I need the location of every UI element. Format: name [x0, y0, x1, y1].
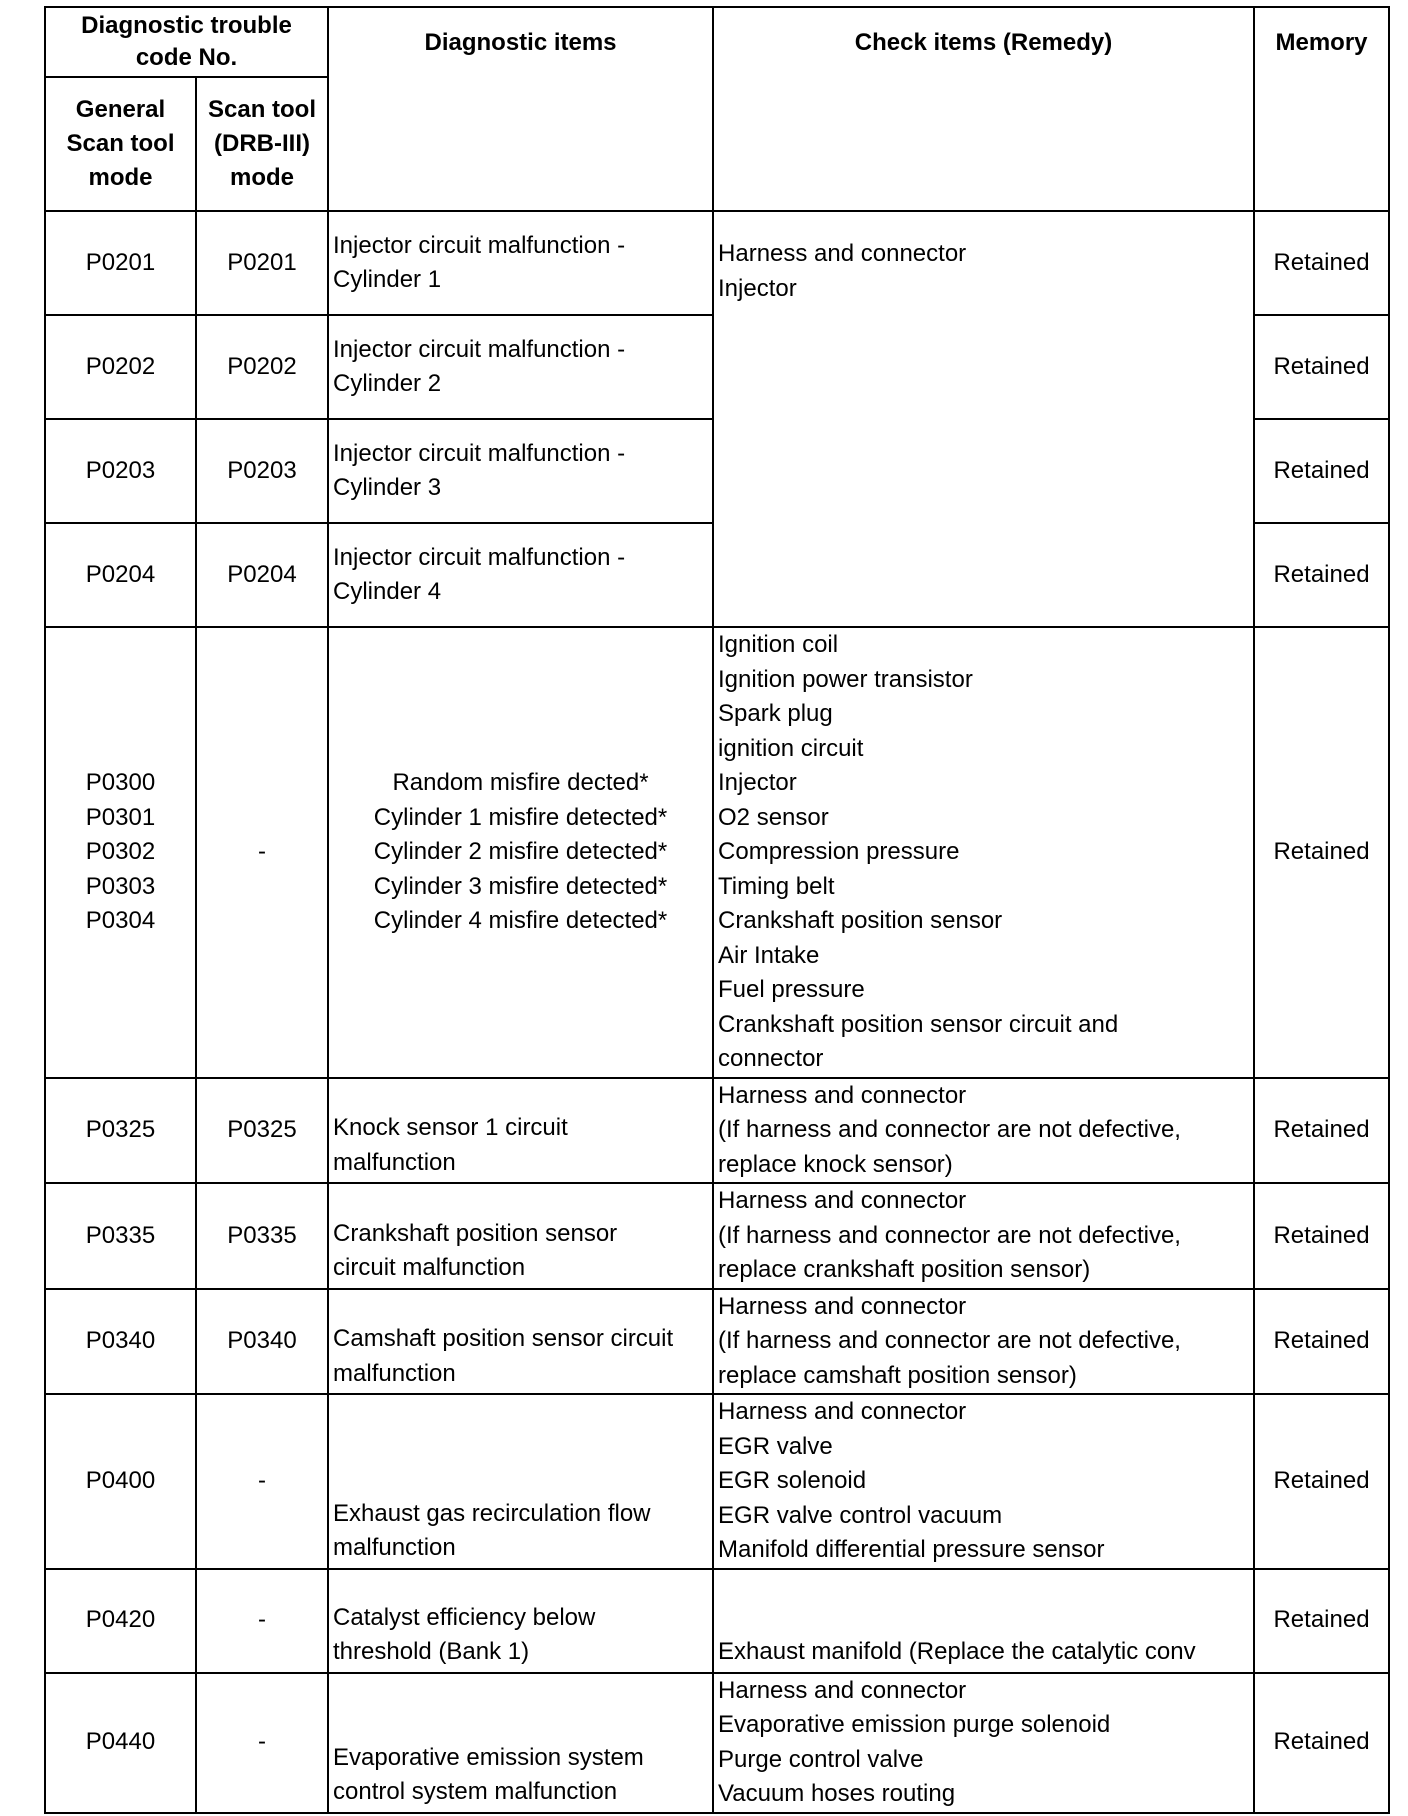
check-item: (If harness and connector are not defective,: [718, 1221, 1181, 1249]
check-item: Timing belt: [718, 872, 835, 900]
header-scan-tool-drb3-mode: Scan tool (DRB-III) mode: [196, 77, 328, 211]
scan-tool-code: -: [196, 1569, 328, 1673]
general-code: P0325: [85, 1116, 156, 1143]
check-item: Harness and connector: [718, 240, 967, 267]
check-item: ignition circuit: [718, 734, 864, 762]
memory-status: Retained: [1254, 315, 1389, 419]
diagnostic-item: Catalyst efficiency below: [333, 1603, 596, 1631]
memory-status: Retained: [1254, 523, 1389, 627]
check-item: Harness and connector: [718, 1676, 967, 1704]
diagnostic-item-cell: [328, 627, 713, 1078]
diagnostic-item-cell: [328, 211, 713, 315]
general-code-cell: [45, 1289, 196, 1395]
general-code: P0440: [85, 1728, 156, 1756]
general-code: P0304: [85, 907, 156, 934]
general-code-cell: [45, 1569, 196, 1673]
scan-tool-code: -: [196, 1394, 328, 1569]
diagnostic-item-cell: [328, 523, 713, 627]
general-code-cell: [45, 1078, 196, 1184]
scan-tool-code: -: [196, 627, 328, 1078]
diagnostic-item-cell: [328, 1183, 713, 1289]
diagnostic-item: malfunction: [333, 1534, 456, 1561]
memory-status: Retained: [1254, 627, 1389, 1078]
diagnostic-item-cell: [328, 1569, 713, 1673]
diagnostic-item-cell: [328, 315, 713, 419]
check-item: Air Intake: [718, 941, 820, 969]
table-row: [45, 1394, 1389, 1569]
diagnostic-item: Cylinder 2: [333, 370, 442, 397]
scan-tool-code: -: [196, 1673, 328, 1813]
general-code-cell: [45, 523, 196, 627]
check-item: Evaporative emission purge solenoid: [718, 1711, 1111, 1738]
diagnostic-item: Evaporative emission system: [333, 1743, 644, 1771]
general-code-cell: [45, 1673, 196, 1813]
table-row: [45, 1078, 1389, 1184]
diagnostic-item: Cylinder 3 misfire detected*: [373, 872, 668, 900]
memory-status: Retained: [1254, 1183, 1389, 1289]
diagnostic-item: Camshaft position sensor circuit: [333, 1325, 674, 1352]
diagnostic-item: malfunction: [333, 1359, 456, 1387]
diagnostic-item: Cylinder 4 misfire detected*: [373, 907, 668, 934]
diagnostic-item: Random misfire dected*: [392, 769, 649, 796]
scan-tool-code: P0204: [196, 523, 328, 627]
check-item: Fuel pressure: [718, 976, 865, 1003]
check-item: Spark plug: [718, 700, 833, 727]
check-items-cell: [713, 1394, 1254, 1569]
memory-status: Retained: [1254, 211, 1389, 315]
check-item: Compression pressure: [718, 838, 960, 865]
check-item: Injector: [718, 274, 797, 302]
header-check-items: Check items (Remedy): [713, 7, 1254, 211]
general-code: P0300: [85, 769, 156, 796]
check-item: Crankshaft position sensor circuit and: [718, 1010, 1119, 1038]
diagnostic-item: Cylinder 4: [333, 578, 442, 605]
check-item: Ignition power transistor: [718, 665, 973, 693]
header-dtc-no: Diagnostic trouble code No.: [45, 7, 328, 77]
general-code: P0202: [85, 352, 156, 380]
check-item: Harness and connector: [718, 1187, 967, 1214]
table-row: [45, 1673, 1389, 1813]
check-items-cell: [713, 1569, 1254, 1673]
general-code: P0335: [85, 1221, 156, 1249]
check-item: Manifold differential pressure sensor: [718, 1536, 1105, 1563]
diagnostic-item: Exhaust gas recirculation flow: [333, 1499, 651, 1527]
check-item: replace crankshaft position sensor): [718, 1256, 1091, 1283]
check-item: EGR valve: [718, 1432, 833, 1460]
memory-status: Retained: [1254, 1394, 1389, 1569]
memory-status: Retained: [1254, 1673, 1389, 1813]
check-item: Harness and connector: [718, 1292, 967, 1320]
check-items-cell: [713, 1078, 1254, 1184]
table-header: [45, 7, 1389, 211]
general-code: P0302: [85, 838, 156, 865]
check-item: Harness and connector: [718, 1081, 967, 1109]
diagnostic-item: Cylinder 3: [333, 474, 442, 501]
general-code: P0201: [85, 248, 156, 276]
check-item: Crankshaft position sensor: [718, 907, 1003, 934]
header-memory: Memory: [1254, 7, 1389, 211]
general-code-cell: [45, 627, 196, 1078]
check-items-cell: [713, 1183, 1254, 1289]
check-item: Purge control valve: [718, 1745, 924, 1773]
check-item: Harness and connector: [718, 1398, 967, 1425]
diagnostic-item: threshold (Bank 1): [333, 1638, 530, 1665]
diagnostic-item: Injector circuit malfunction -: [333, 231, 626, 259]
table-row: [45, 1289, 1389, 1395]
general-code: P0301: [85, 803, 156, 831]
check-item: Injector: [718, 769, 797, 796]
diagnostic-item-cell: [328, 1394, 713, 1569]
diagnostic-item: control system malfunction: [333, 1778, 618, 1805]
diagnostic-item: Injector circuit malfunction -: [333, 439, 626, 467]
check-item: replace camshaft position sensor): [718, 1361, 1077, 1389]
check-items-cell: [713, 1289, 1254, 1395]
table-row: [45, 211, 1389, 315]
header-general-scan-tool-mode: General Scan tool mode: [45, 77, 196, 211]
scan-tool-code: P0335: [196, 1183, 328, 1289]
memory-status: Retained: [1254, 419, 1389, 523]
diagnostic-item: Injector circuit malfunction -: [333, 543, 626, 571]
table-row: [45, 627, 1389, 1078]
diagnostic-item: Cylinder 2 misfire detected*: [373, 838, 668, 865]
diagnostic-item: circuit malfunction: [333, 1254, 526, 1281]
header-diagnostic-items: Diagnostic items: [328, 7, 713, 211]
table-row: [45, 1183, 1389, 1289]
check-items-cell: [713, 1673, 1254, 1813]
memory-status: Retained: [1254, 1078, 1389, 1184]
memory-status: Retained: [1254, 1289, 1389, 1395]
diagnostic-item: malfunction: [333, 1148, 456, 1176]
scan-tool-code: P0340: [196, 1289, 328, 1395]
check-item: connector: [718, 1045, 824, 1072]
general-code: P0204: [85, 560, 156, 588]
diagnostic-item: Injector circuit malfunction -: [333, 335, 626, 363]
check-item: (If harness and connector are not defective,: [718, 1327, 1181, 1354]
diagnostic-trouble-code-table: [44, 6, 1390, 1814]
general-code: P0420: [85, 1606, 156, 1634]
general-code: P0400: [85, 1467, 156, 1494]
table-row: [45, 1569, 1389, 1673]
check-item: Exhaust manifold (Replace the catalytic conv: [718, 1638, 1196, 1665]
check-item: (If harness and connector are not defective,: [718, 1116, 1181, 1143]
check-item: Ignition coil: [718, 631, 839, 658]
general-code: P0340: [85, 1327, 156, 1354]
table-body: [45, 211, 1389, 1813]
diagnostic-item-cell: [328, 1289, 713, 1395]
general-code-cell: [45, 419, 196, 523]
check-item: Vacuum hoses routing: [718, 1780, 956, 1807]
check-item: EGR valve control vacuum: [718, 1501, 1003, 1529]
general-code-cell: [45, 1394, 196, 1569]
general-code: P0303: [85, 872, 156, 900]
check-items-cell: [713, 627, 1254, 1078]
check-item: O2 sensor: [718, 803, 829, 831]
scan-tool-code: P0203: [196, 419, 328, 523]
general-code: P0203: [85, 456, 156, 484]
memory-status: Retained: [1254, 1569, 1389, 1673]
diagnostic-item: Cylinder 1: [333, 266, 442, 293]
scan-tool-code: P0201: [196, 211, 328, 315]
scan-tool-code: P0325: [196, 1078, 328, 1184]
general-code-cell: [45, 315, 196, 419]
diagnostic-item-cell: [328, 1673, 713, 1813]
diagnostic-item-cell: [328, 1078, 713, 1184]
general-code-cell: [45, 1183, 196, 1289]
diagnostic-item: Cylinder 1 misfire detected*: [373, 803, 668, 831]
check-items-cell: [713, 211, 1254, 627]
general-code-cell: [45, 211, 196, 315]
check-item: EGR solenoid: [718, 1467, 867, 1494]
diagnostic-item: Crankshaft position sensor: [333, 1219, 618, 1247]
diagnostic-item-cell: [328, 419, 713, 523]
diagnostic-item: Knock sensor 1 circuit: [333, 1114, 568, 1141]
check-item: replace knock sensor): [718, 1150, 953, 1178]
scan-tool-code: P0202: [196, 315, 328, 419]
